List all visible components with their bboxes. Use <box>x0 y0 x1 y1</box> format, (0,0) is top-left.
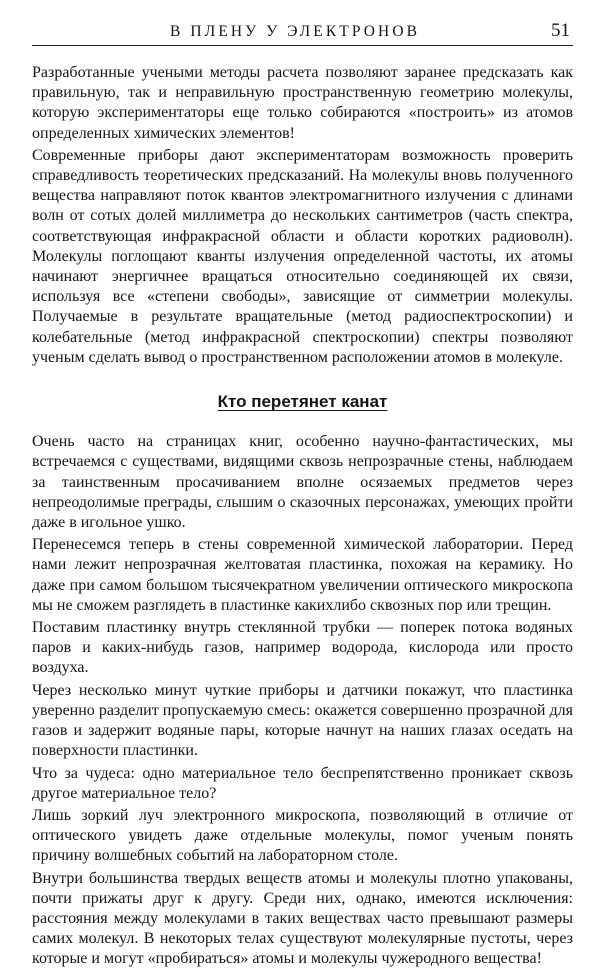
paragraph: Разработанные учеными методы расчета позволяют заранее предсказать как правильную, так и неправильную пространственную геометрию молекулы, которую экспериментаторы еще только собираются «построить» из атомов определенных химических элементов! <box>32 64 573 142</box>
paragraph: Внутри большинства твердых веществ атомы и молекулы плотно упакованы, почти прижаты друг к другу. Среди них, однако, имеются исключения: расстояния между молекулами в таких веществах часто превышают размеры самих молекул. В некоторых телах существуют молекулярные пустоты, через которые и могут «пробираться» атомы и молекулы чужеродного вещества! <box>32 869 573 968</box>
page-body <box>32 63 573 972</box>
header-rule <box>32 45 573 46</box>
paragraph: Перенесемся теперь в стены современной химической лаборатории. Перед нами лежит непрозрачная желтоватая пластинка, похожая на керамику. Но даже при самом большом тысячекратном увеличении оптического микроскопа мы не сможем разглядеть в пластинке какихлибо сквозных пор или трещин. <box>32 536 573 614</box>
paragraph: Через несколько минут чуткие приборы и датчики покажут, что пластинка уверенно разделит пропускаемую смесь: окажется совершенно прозрачной для газов и задержит водяные пары, которые начнут на наших глазах оседать на поверхности пластинки. <box>32 681 573 760</box>
paragraph: Поставим пластинку внутрь стеклянной трубки — поперек потока водяных паров и каких-нибудь газов, например водорода, кислорода или просто воздуха. <box>32 619 573 677</box>
paragraph: Что за чудеса: одно материальное тело беспрепятственно проникает сквозь другое материальное тело? <box>32 764 573 802</box>
paragraph: Лишь зоркий луч электронного микроскопа, позволяющий в отличие от оптического увидеть даже отдельные молекулы, помог ученым понять причину волшебных событий на лабораторном столе. <box>32 806 573 865</box>
paragraph: Очень часто на страницах книг, особенно научно-фантастических, мы встречаемся с существами, видящими сквозь непрозрачные стены, наблюдаем за таинственным просачиванием вполне осязаемых предметов через непреодолимые преграды, слышим о сказочных персонажах, умеющих пройти даже в игольное ушко. <box>32 433 573 532</box>
section-heading: Кто перетянет канат <box>217 392 388 412</box>
running-title: В ПЛЕНУ У ЭЛЕКТРОНОВ <box>170 23 421 40</box>
running-header <box>32 18 572 44</box>
paragraph: Современные приборы дают экспериментаторам возможность проверить справедливость теоретических предсказаний. На молекулы вновь полученного вещества направляют поток квантов электромагнитного излучения с длинами волн от сотых долей миллиметра до нескольких сантиметров (часть спектра, соответствующая инфракрасной области и области коротких радиоволн). Молекулы поглощают кванты излучения определенной частоты, их атомы начинают энергичнее вращаться относительно соединяющей их связи, используя все «степени свободы», зависящие от симметрии молекулы. Получаемые в результате вращательные (метод радиоспектроскопии) и колебательные (метод инфракрасной спектроскопии) спектры позволяют ученым сделать вывод о пространственном расположении атомов в молекуле. <box>32 146 573 366</box>
page-number: 51 <box>551 20 570 41</box>
